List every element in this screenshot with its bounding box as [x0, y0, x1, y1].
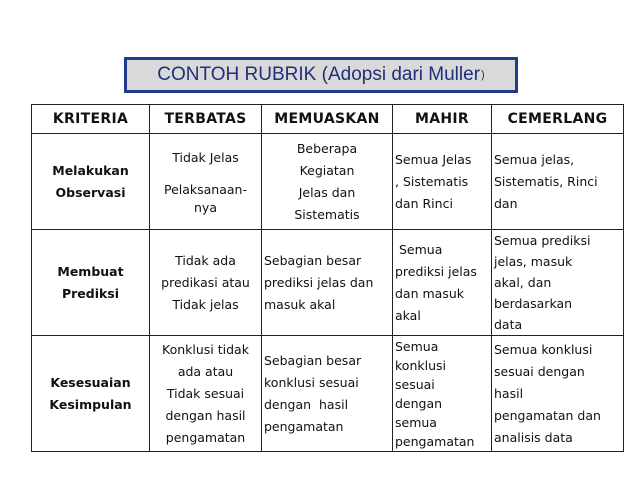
cemerlang-cell: [492, 336, 624, 452]
cell-line: Sebagian besar: [264, 352, 362, 368]
cell-line: pengamatan: [165, 429, 246, 445]
header-terbatas: TERBATAS: [150, 105, 262, 134]
cell-line: Melakukan: [52, 162, 129, 178]
criteria-cell: [32, 230, 150, 336]
terbatas-cell: [150, 336, 262, 452]
mahir-cell: [393, 336, 492, 452]
cell-line: Semua: [395, 241, 443, 257]
cell-line: Tidak ada: [175, 252, 236, 268]
memuaskan-cell: [262, 336, 393, 452]
cell-spacer: [152, 169, 259, 181]
criteria-cell: [32, 336, 150, 452]
cell-line: konklusi sesuai: [264, 374, 359, 390]
cell-line: pengamatan: [395, 433, 475, 449]
table-row: [32, 336, 624, 452]
cell-line: akal, dan: [494, 275, 552, 290]
cell-line: Semua Jelas: [395, 151, 472, 167]
cell-line: hasil: [494, 385, 524, 401]
cemerlang-cell: [492, 134, 624, 230]
header-cemerlang: CEMERLANG: [492, 105, 624, 134]
cell-line: Semua prediksi: [494, 233, 591, 248]
mahir-cell: [393, 134, 492, 230]
cell-line: data: [494, 317, 523, 332]
rubric-title-suffix: ): [481, 69, 485, 81]
cell-line: pengamatan dan: [494, 407, 601, 423]
terbatas-cell: [150, 230, 262, 336]
cell-line: Prediksi: [61, 285, 120, 301]
cell-line: Sistematis: [294, 206, 360, 222]
cell-line: Kesimpulan: [49, 396, 132, 412]
header-kriteria: KRITERIA: [32, 105, 150, 134]
cell-line: prediksi jelas: [395, 263, 477, 279]
cell-line: konklusi: [395, 357, 446, 373]
cell-line: Sebagian besar: [264, 252, 362, 268]
cell-line: jelas, masuk: [494, 254, 573, 269]
cell-line: Beberapa: [296, 140, 358, 156]
cemerlang-cell: [492, 230, 624, 336]
cell-line: Tidak Jelas: [172, 149, 239, 165]
rubric-table: [31, 104, 624, 452]
cell-line: Observasi: [55, 184, 126, 200]
cell-line: masuk akal: [264, 296, 336, 312]
cell-line: berdasarkan: [494, 296, 573, 311]
cell-line: dengan: [395, 395, 443, 411]
cell-line: Sistematis, Rinci: [494, 173, 598, 189]
table-row: [32, 230, 624, 336]
rubric-title-text: CONTOH RUBRIK (Adopsi dari Muller: [157, 64, 481, 85]
cell-line: Membuat: [57, 263, 124, 279]
cell-line: Semua: [395, 338, 439, 354]
memuaskan-cell: [262, 230, 393, 336]
terbatas-cell: [150, 134, 262, 230]
cell-line: Konklusi tidak: [162, 341, 249, 357]
cell-line: dan Rinci: [395, 195, 453, 211]
cell-line: ada atau: [177, 363, 234, 379]
cell-line: prediksi jelas dan: [264, 274, 374, 290]
cell-line: predikasi atau: [161, 274, 250, 290]
cell-line: Tidak jelas: [172, 296, 239, 312]
header-memuaskan: MEMUASKAN: [262, 105, 393, 134]
cell-line: Semua konklusi: [494, 341, 593, 357]
cell-line: nya: [194, 199, 217, 215]
cell-line: dan masuk: [395, 285, 465, 301]
cell-line: sesuai dengan: [494, 363, 585, 379]
header-row: [32, 105, 624, 134]
memuaskan-cell: [262, 134, 393, 230]
table-row: [32, 134, 624, 230]
cell-line: dan: [494, 195, 518, 211]
cell-line: sesuai: [395, 376, 435, 392]
cell-line: Jelas dan: [298, 184, 356, 200]
cell-line: Kesesuaian: [50, 374, 131, 390]
cell-line: dengan hasil: [165, 407, 246, 423]
cell-line: pengamatan: [264, 418, 344, 434]
mahir-cell: [393, 230, 492, 336]
cell-line: Pelaksanaan-: [163, 181, 247, 197]
cell-line: , Sistematis: [395, 173, 469, 189]
rubric-title: [124, 57, 518, 93]
cell-line: Kegiatan: [299, 162, 355, 178]
criteria-cell: [32, 134, 150, 230]
header-mahir: MAHIR: [393, 105, 492, 134]
cell-line: akal: [395, 307, 421, 323]
cell-line: semua: [395, 414, 437, 430]
cell-line: Tidak sesuai: [166, 385, 245, 401]
cell-line: Semua jelas,: [494, 151, 575, 167]
cell-line: dengan hasil: [264, 396, 349, 412]
cell-line: analisis data: [494, 429, 573, 445]
